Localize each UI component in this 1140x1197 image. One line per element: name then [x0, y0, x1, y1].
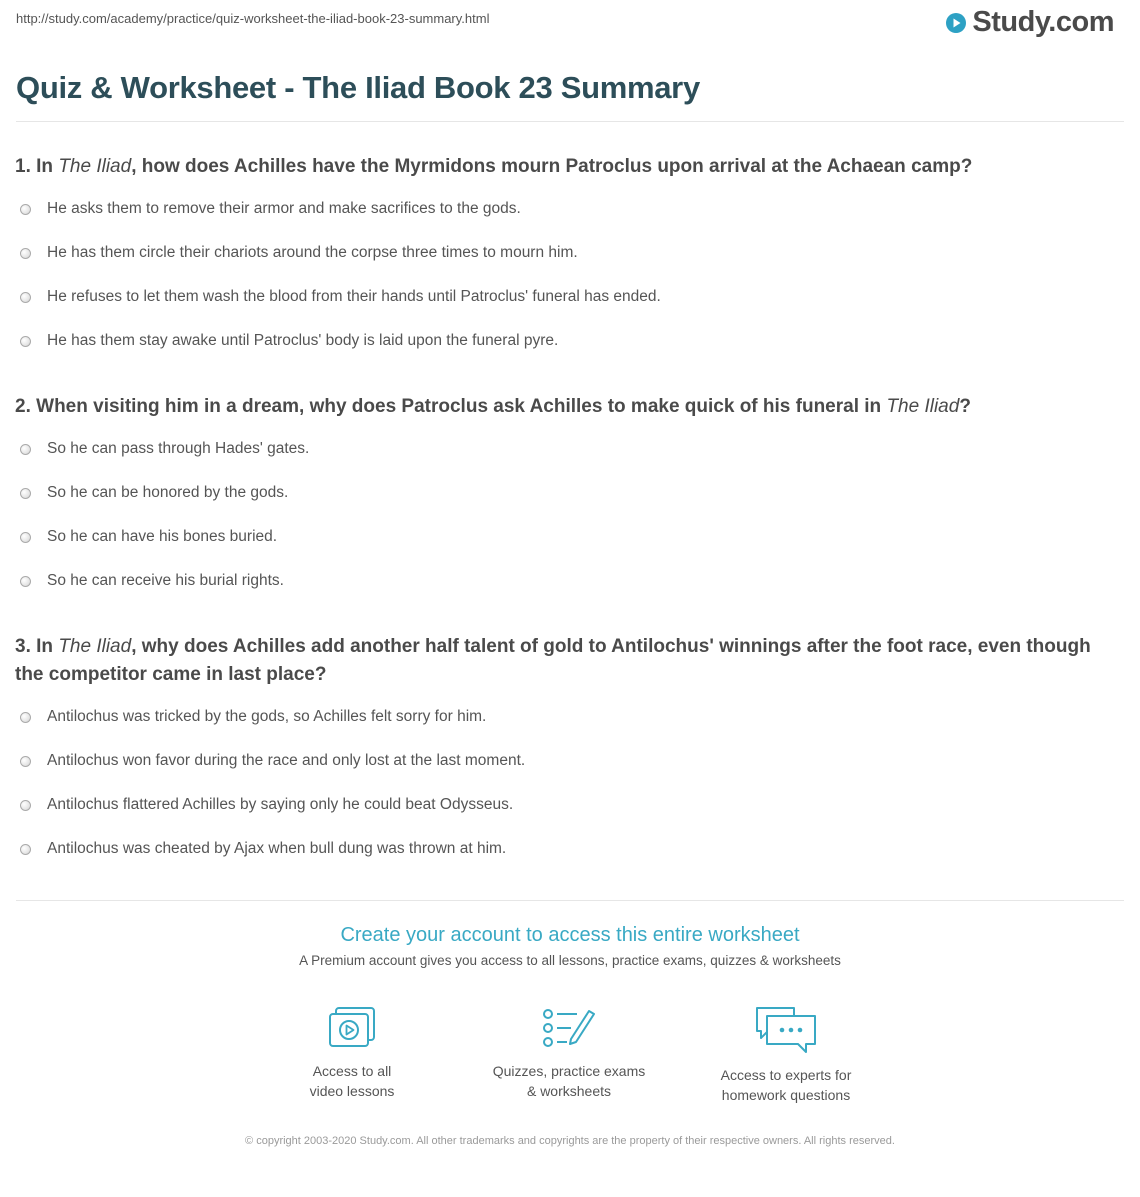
- question-italic: The Iliad: [58, 156, 132, 177]
- feature-experts: [686, 1005, 886, 1105]
- chat-bubbles-icon: [754, 1005, 818, 1055]
- radio-button[interactable]: [20, 248, 31, 259]
- radio-button[interactable]: [20, 800, 31, 811]
- radio-button[interactable]: [20, 844, 31, 855]
- choice-label: So he can be honored by the gods.: [47, 484, 289, 501]
- choice-3-3[interactable]: [20, 796, 513, 814]
- question-text-start: In: [36, 156, 59, 177]
- feature-quizzes: [469, 1005, 669, 1101]
- copyright-footer: © copyright 2003-2020 Study.com. All other trademarks and copyrights are the property of their respective owners. All rights reserved.: [245, 1135, 895, 1147]
- choice-label: He has them circle their chariots around the corpse three times to mourn him.: [47, 244, 578, 261]
- choice-label: He has them stay awake until Patroclus' body is laid upon the funeral pyre.: [47, 332, 559, 349]
- choice-label: Antilochus was cheated by Ajax when bull dung was thrown at him.: [47, 840, 507, 857]
- radio-button[interactable]: [20, 336, 31, 347]
- play-logo-icon: [945, 12, 967, 34]
- choice-1-1[interactable]: [20, 200, 521, 218]
- radio-button[interactable]: [20, 576, 31, 587]
- signup-cta: [0, 924, 1140, 968]
- radio-button[interactable]: [20, 488, 31, 499]
- choice-label: So he can have his bones buried.: [47, 528, 278, 545]
- study-logo[interactable]: [945, 6, 1114, 39]
- quiz-checklist-icon: [539, 1005, 599, 1051]
- page-title: Quiz & Worksheet - The Iliad Book 23 Summary: [16, 70, 700, 105]
- question-1: [15, 153, 1120, 181]
- radio-button[interactable]: [20, 712, 31, 723]
- radio-button[interactable]: [20, 756, 31, 767]
- choice-label: He refuses to let them wash the blood from their hands until Patroclus' funeral has ended.: [47, 288, 661, 305]
- choice-label: So he can pass through Hades' gates.: [47, 440, 310, 457]
- question-text-start: When visiting him in a dream, why does Patroclus ask Achilles to make quick of his funeral in: [36, 396, 887, 417]
- question-number: 1.: [15, 156, 31, 177]
- section-divider: [16, 900, 1124, 901]
- question-italic: The Iliad: [58, 636, 132, 657]
- choice-label: Antilochus was tricked by the gods, so Achilles felt sorry for him.: [47, 708, 487, 725]
- radio-button[interactable]: [20, 532, 31, 543]
- feature-label: Quizzes, practice exams & worksheets: [492, 1063, 646, 1099]
- cta-subheading: A Premium account gives you access to all lessons, practice exams, quizzes & worksheets: [299, 953, 841, 968]
- question-italic: The Iliad: [886, 396, 960, 417]
- choice-1-2[interactable]: [20, 244, 578, 262]
- question-number: 2.: [15, 396, 31, 417]
- choice-2-2[interactable]: [20, 484, 288, 502]
- page-url: http://study.com/academy/practice/quiz-worksheet-the-iliad-book-23-summary.html: [16, 11, 490, 26]
- question-2: [15, 393, 1120, 421]
- question-text-end: , how does Achilles have the Myrmidons mourn Patroclus upon arrival at the Achaean camp?: [131, 156, 973, 177]
- title-divider: [16, 121, 1124, 122]
- feature-label: Access to all video lessons: [309, 1063, 395, 1099]
- choice-3-1[interactable]: [20, 708, 486, 726]
- question-3: [15, 633, 1120, 689]
- cta-heading-link[interactable]: Create your account to access this entire worksheet: [340, 924, 800, 946]
- question-number: 3.: [15, 636, 31, 657]
- choice-label: So he can receive his burial rights.: [47, 572, 284, 589]
- radio-button[interactable]: [20, 204, 31, 215]
- question-text-end: ?: [959, 396, 971, 417]
- radio-button[interactable]: [20, 444, 31, 455]
- question-text-start: In: [36, 636, 59, 657]
- choice-3-2[interactable]: [20, 752, 525, 770]
- choice-label: He asks them to remove their armor and make sacrifices to the gods.: [47, 200, 521, 217]
- choice-label: Antilochus won favor during the race and only lost at the last moment.: [47, 752, 526, 769]
- choice-2-3[interactable]: [20, 528, 277, 546]
- video-lessons-icon: [326, 1005, 378, 1051]
- feature-video-lessons: [252, 1005, 452, 1101]
- choice-label: Antilochus flattered Achilles by saying only he could beat Odysseus.: [47, 796, 514, 813]
- question-text-end: , why does Achilles add another half talent of gold to Antilochus' winnings after the foot race, even though the competitor came in last place?: [15, 636, 1091, 685]
- radio-button[interactable]: [20, 292, 31, 303]
- feature-label: Access to experts for homework questions: [720, 1067, 852, 1103]
- choice-2-1[interactable]: [20, 440, 309, 458]
- choice-1-4[interactable]: [20, 332, 558, 350]
- choice-2-4[interactable]: [20, 572, 284, 590]
- logo-text: Study.com: [972, 6, 1114, 38]
- choice-1-3[interactable]: [20, 288, 661, 306]
- choice-3-4[interactable]: [20, 840, 506, 858]
